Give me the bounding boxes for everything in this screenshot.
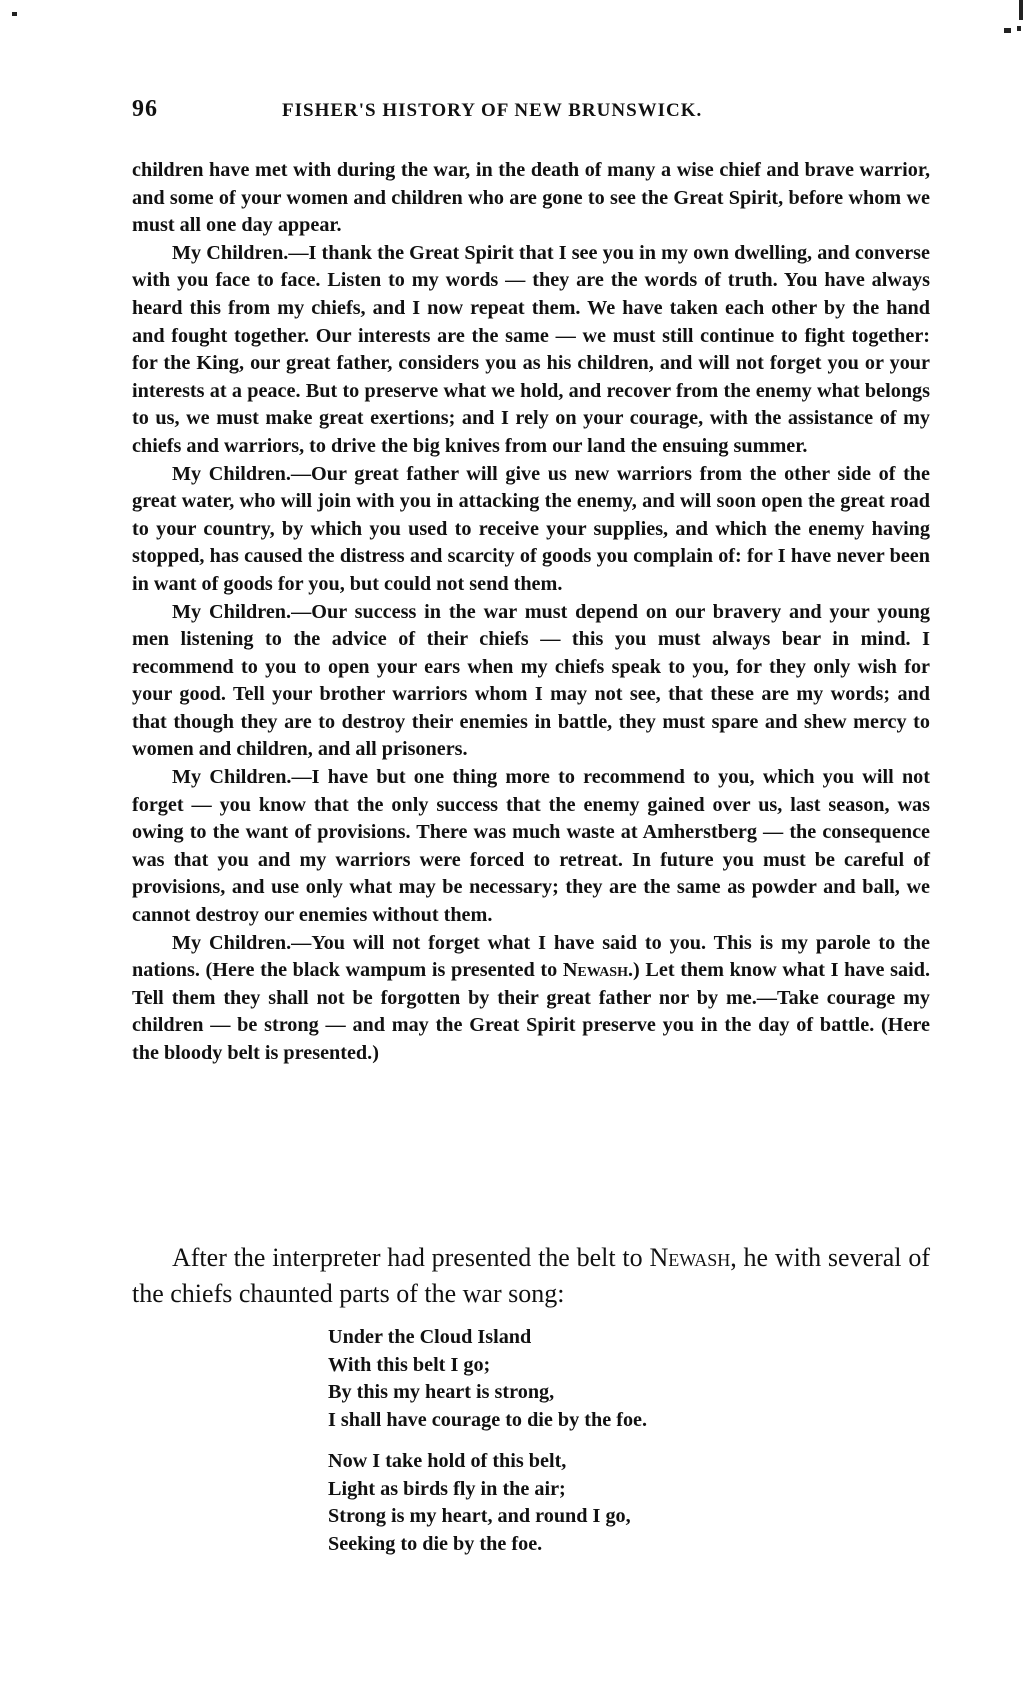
paragraph: children have met with during the war, in the death of many a wise chief and brave warrior, and some of your women and children who are gone to see the Great Spirit, before whom we must all one day appear. <box>132 159 930 237</box>
scan-mark <box>1017 26 1021 31</box>
stanza <box>328 1448 828 1558</box>
verse-line: Under the Cloud Island <box>328 1326 532 1348</box>
narration <box>132 1240 930 1312</box>
paragraph: My Children.—I thank the Great Spirit that I see you in my own dwelling, and converse with you face to face. Listen to my words — they are the words of truth. You have always heard this from my chiefs, and I now repeat them. We have taken each other by the hand and fought together. Our interests are the same — we must still continue to fight together: for the King, our great father, considers you as his children, and will not forget you or your interests at a peace. But to preserve what we hold, and recover from the enemy what belongs to us, we must make great exertions; and I rely on your courage, with the assistance of my chiefs and warriors, to drive the big knives from our land the ensuing summer. <box>132 241 930 457</box>
page-number: 96 <box>132 96 158 122</box>
paragraph: After the interpreter had presented the belt to Newash, he with several of the chiefs chaunted parts of the war song: <box>132 1243 930 1308</box>
name-newash: Newash <box>649 1243 731 1272</box>
verse-line: Now I take hold of this belt, <box>328 1450 567 1472</box>
verse-line: I shall have courage to die by the foe. <box>328 1408 648 1431</box>
verse-line: With this belt I go; <box>328 1353 491 1376</box>
war-song <box>328 1324 828 1572</box>
paragraph: My Children.—I have but one thing more to recommend to you, which you will not forget — you know that the only success that the enemy gained over us, last season, was owing to the want of provisions. There was much waste at Amherstberg — the consequence was that you and my warriors were forced to retreat. In future you must be careful of provisions, and use only what may be necessary; they are the same as powder and ball, we cannot destroy our enemies without them. <box>132 766 930 927</box>
verse-line: By this my heart is strong, <box>328 1381 555 1403</box>
verse-line: Seeking to die by the foe. <box>328 1532 543 1555</box>
speech-text <box>132 157 930 1068</box>
verse-line: Strong is my heart, and round I go, <box>328 1505 631 1527</box>
page-header <box>132 96 930 132</box>
scan-mark <box>1019 0 1023 20</box>
name-newash: Newash <box>562 959 628 982</box>
paragraph: My Children.—You will not forget what I have said to you. This is my parole to the nations. (Here the black wampum is presented to Newash.) Let them know what I have said. Tell them they shall not be forgotten by their great father nor by me.—Take courage my children — be strong — and may the Great Spirit preserve you in the day of battle. (Here the bloody belt is presented.) <box>132 931 930 1064</box>
scan-mark <box>12 12 17 16</box>
stanza <box>328 1324 828 1434</box>
verse-line: Light as birds fly in the air; <box>328 1477 566 1500</box>
scan-mark <box>1004 28 1011 33</box>
paragraph: My Children.—Our success in the war must depend on our bravery and your young men listening to the advice of their chiefs — this you must always bear in mind. I recommend to you to open your ears when my chiefs speak to you, for they only wish for your good. Tell your brother warriors whom I may not see, that these are my words; and that though they are to destroy their enemies in battle, they must spare and shew mercy to women and children, and all prisoners. <box>132 600 930 761</box>
paragraph: My Children.—Our great father will give us new warriors from the other side of the great water, who will join with you in attacking the enemy, and will soon open the great road to your country, by which you used to receive your supplies, and which the enemy having stopped, has caused the distress and scarcity of goods you complain of: for I have never been in want of goods for you, but could not send them. <box>132 462 930 595</box>
running-title: FISHER'S HISTORY OF NEW BRUNSWICK. <box>282 100 703 121</box>
